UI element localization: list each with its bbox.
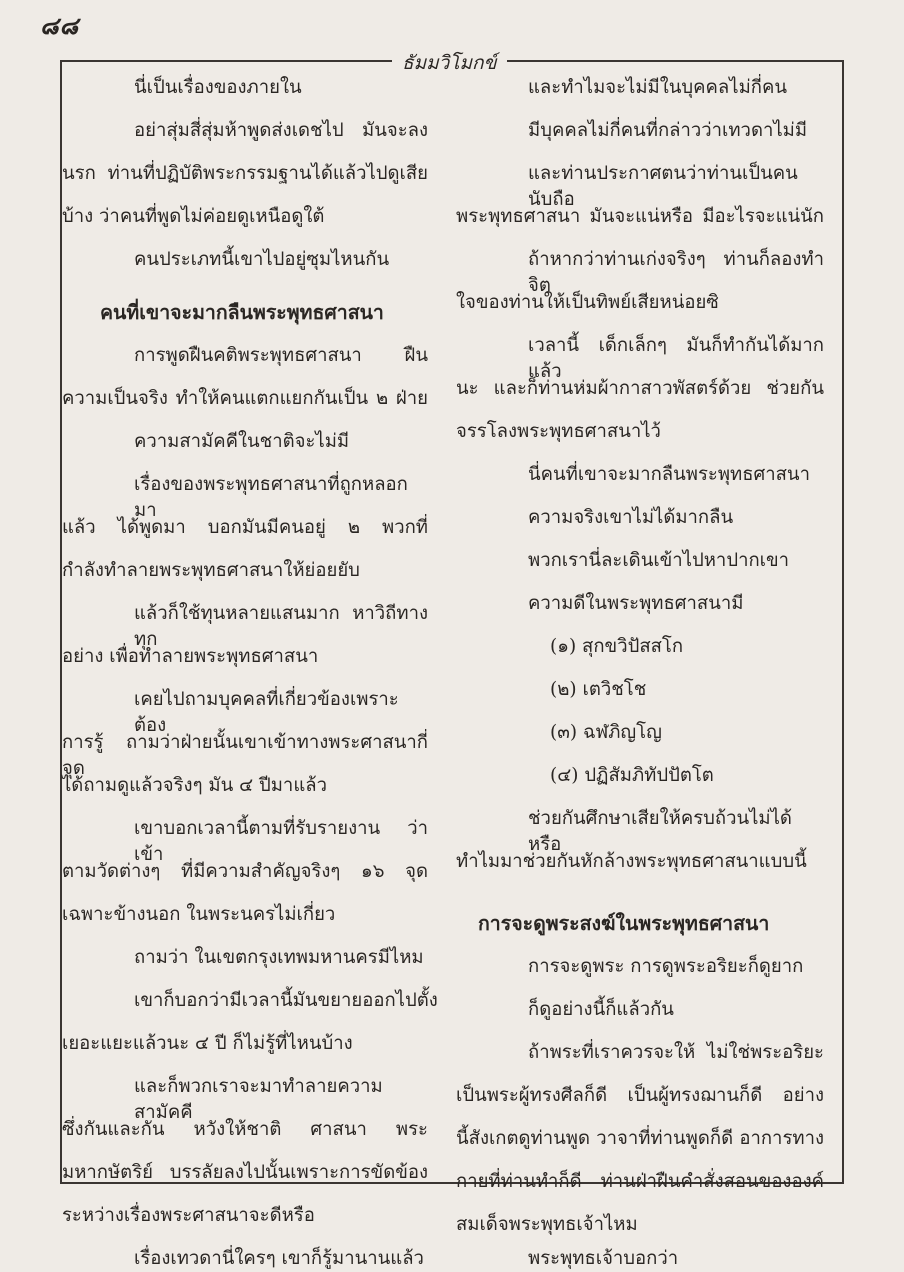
text-line: ความสามัคคีในชาติจะไม่มี [134, 431, 350, 452]
list-item: (๒) เตวิชโช [550, 679, 647, 700]
text-line: ทำไมมาช่วยกันหักล้างพระพุทธศาสนาแบบนี้ [456, 851, 807, 872]
text-line: พวกเรานี่ละเดินเข้าไปหาปากเขา [528, 550, 790, 571]
list-item: (๓) ฉฬภิญโญ [550, 722, 662, 743]
text-line: กายที่ท่านทำก็ดี ท่านฝ่าฝืนคำสั่งสอนขององค์ [456, 1171, 824, 1192]
text-line: เขาก็บอกว่ามีเวลานี้มันขยายออกไปตั้ง [134, 990, 438, 1011]
text-line: นี้สังเกตดูท่านพูด วาจาที่ท่านพูดก็ดี อาการทาง [456, 1128, 824, 1149]
text-line: ความจริงเขาไม่ได้มากลืน [528, 507, 734, 528]
text-line: อย่าสุ่มสี่สุ่มห้าพูดส่งเดชไป มันจะลง [134, 120, 428, 141]
text-line: ความดีในพระพุทธศาสนามี [528, 593, 744, 614]
text-line: จรรโลงพระพุทธศาสนาไว้ [456, 421, 661, 442]
text-line: พระพุทธศาสนา มันจะแน่หรือ มีอะไรจะแน่นัก [456, 206, 824, 227]
text-line: การพูดฝืนคติพระพุทธศาสนา ฝืน [134, 345, 428, 366]
text-line: ถามว่า ในเขตกรุงเทพมหานครมีไหม [134, 947, 424, 968]
text-line: ซึ่งกันและกัน หวังให้ชาติ ศาสนา พระ [62, 1119, 428, 1140]
text-line: สมเด็จพระพุทธเจ้าไหม [456, 1214, 638, 1235]
text-line: ก็ดูอย่างนี้ก็แล้วกัน [528, 999, 674, 1020]
text-line: เป็นพระผู้ทรงศีลก็ดี เป็นผู้ทรงฌานก็ดี อย่าง [456, 1085, 824, 1106]
text-line: กำลังทำลายพระพุทธศาสนาให้ย่อยยับ [62, 560, 360, 581]
text-line: อย่าง เพื่อทำลายพระพุทธศาสนา [62, 646, 319, 667]
text-line: ใจของท่านให้เป็นทิพย์เสียหน่อยซิ [456, 292, 719, 313]
list-item: (๔) ปฏิสัมภิทัปปัตโต [550, 765, 714, 786]
text-line: และก็พวกเราจะมาทำลายความสามัคคี [134, 1076, 383, 1123]
text-line: ความเป็นจริง ทำให้คนแตกแยกกันเป็น ๒ ฝ่าย [62, 388, 428, 409]
text-line: การจะดูพระ การดูพระอริยะก็ดูยาก [528, 956, 804, 977]
text-line: เคยไปถามบุคคลที่เกี่ยวข้องเพราะต้อง [134, 689, 399, 736]
text-line: นรก ท่านที่ปฏิบัติพระกรรมฐานได้แล้วไปดูเสีย [62, 163, 428, 184]
section-heading: คนที่เขาจะมากลืนพระพุทธศาสนา [100, 301, 384, 324]
text-line: ระหว่างเรื่องพระศาสนาจะดีหรือ [62, 1205, 315, 1226]
text-line: เวลานี้ เด็กเล็กๆ มันก็ทำกันได้มากแล้ว [528, 335, 824, 382]
running-header-title: ธัมมวิโมกข์ [392, 48, 507, 78]
text-line: และท่านประกาศตนว่าท่านเป็นคนนับถือ [528, 163, 798, 210]
text-line: เรื่องของพระพุทธศาสนาที่ถูกหลอกมา [134, 474, 408, 521]
text-line: นี่คนที่เขาจะมากลืนพระพุทธศาสนา [528, 464, 810, 485]
text-line: เยอะแยะแล้วนะ ๔ ปี ก็ไม่รู้ที่ไหนบ้าง [62, 1033, 353, 1054]
text-line: และทำไมจะไม่มีในบุคคลไม่กี่คน [528, 77, 787, 98]
text-line: ได้ถามดูแล้วจริงๆ มัน ๔ ปีมาแล้ว [62, 775, 327, 796]
text-line: ถ้าหากว่าท่านเก่งจริงๆ ท่านก็ลองทำจิต [528, 249, 824, 296]
text-line: บ้าง ว่าคนที่พูดไม่ค่อยดูเหนือดูใต้ [62, 206, 325, 227]
text-line: พระพุทธเจ้าบอกว่า [528, 1248, 679, 1269]
text-line: คนประเภทนี้เขาไปอยู่ซุมไหนกัน [134, 249, 390, 270]
list-item: (๑) สุกขวิปัสสโก [550, 636, 684, 657]
text-line: แล้ว ได้พูดมา บอกมันมีคนอยู่ ๒ พวกที่ [62, 517, 428, 538]
text-line: การรู้ ถามว่าฝ่ายนั้นเขาเข้าทางพระศาสนากี่จุด [62, 732, 428, 779]
text-line: เรื่องเทวดานี่ใครๆ เขาก็รู้มานานแล้ว [134, 1248, 424, 1269]
text-line: ช่วยกันศึกษาเสียให้ครบถ้วนไม่ได้หรือ [528, 808, 792, 855]
text-line: เขาบอกเวลานี้ตามที่รับรายงาน ว่าเข้า [134, 818, 428, 865]
text-line: เฉพาะข้างนอก ในพระนครไม่เกี่ยว [62, 904, 336, 925]
section-heading: การจะดูพระสงฆ์ในพระพุทธศาสนา [478, 912, 770, 935]
text-line: แล้วก็ใช้ทุนหลายแสนมาก หาวิถีทางทุก [134, 603, 428, 650]
page-number: ๘๘ [40, 11, 80, 40]
text-line: นะ และก็ท่านห่มผ้ากาสาวพัสตร์ด้วย ช่วยกัน [456, 378, 824, 399]
text-line: ตามวัดต่างๆ ที่มีความสำคัญจริงๆ ๑๖ จุด [62, 861, 428, 882]
text-line: มีบุคคลไม่กี่คนที่กล่าวว่าเทวดาไม่มี [528, 120, 808, 141]
text-line: มหากษัตริย์ บรรลัยลงไปนั้นเพราะการขัดข้อง [62, 1162, 428, 1183]
text-line: ถ้าพระที่เราควรจะให้ ไม่ใช่พระอริยะ [528, 1042, 824, 1063]
text-line: นี่เป็นเรื่องของภายใน [134, 77, 302, 98]
